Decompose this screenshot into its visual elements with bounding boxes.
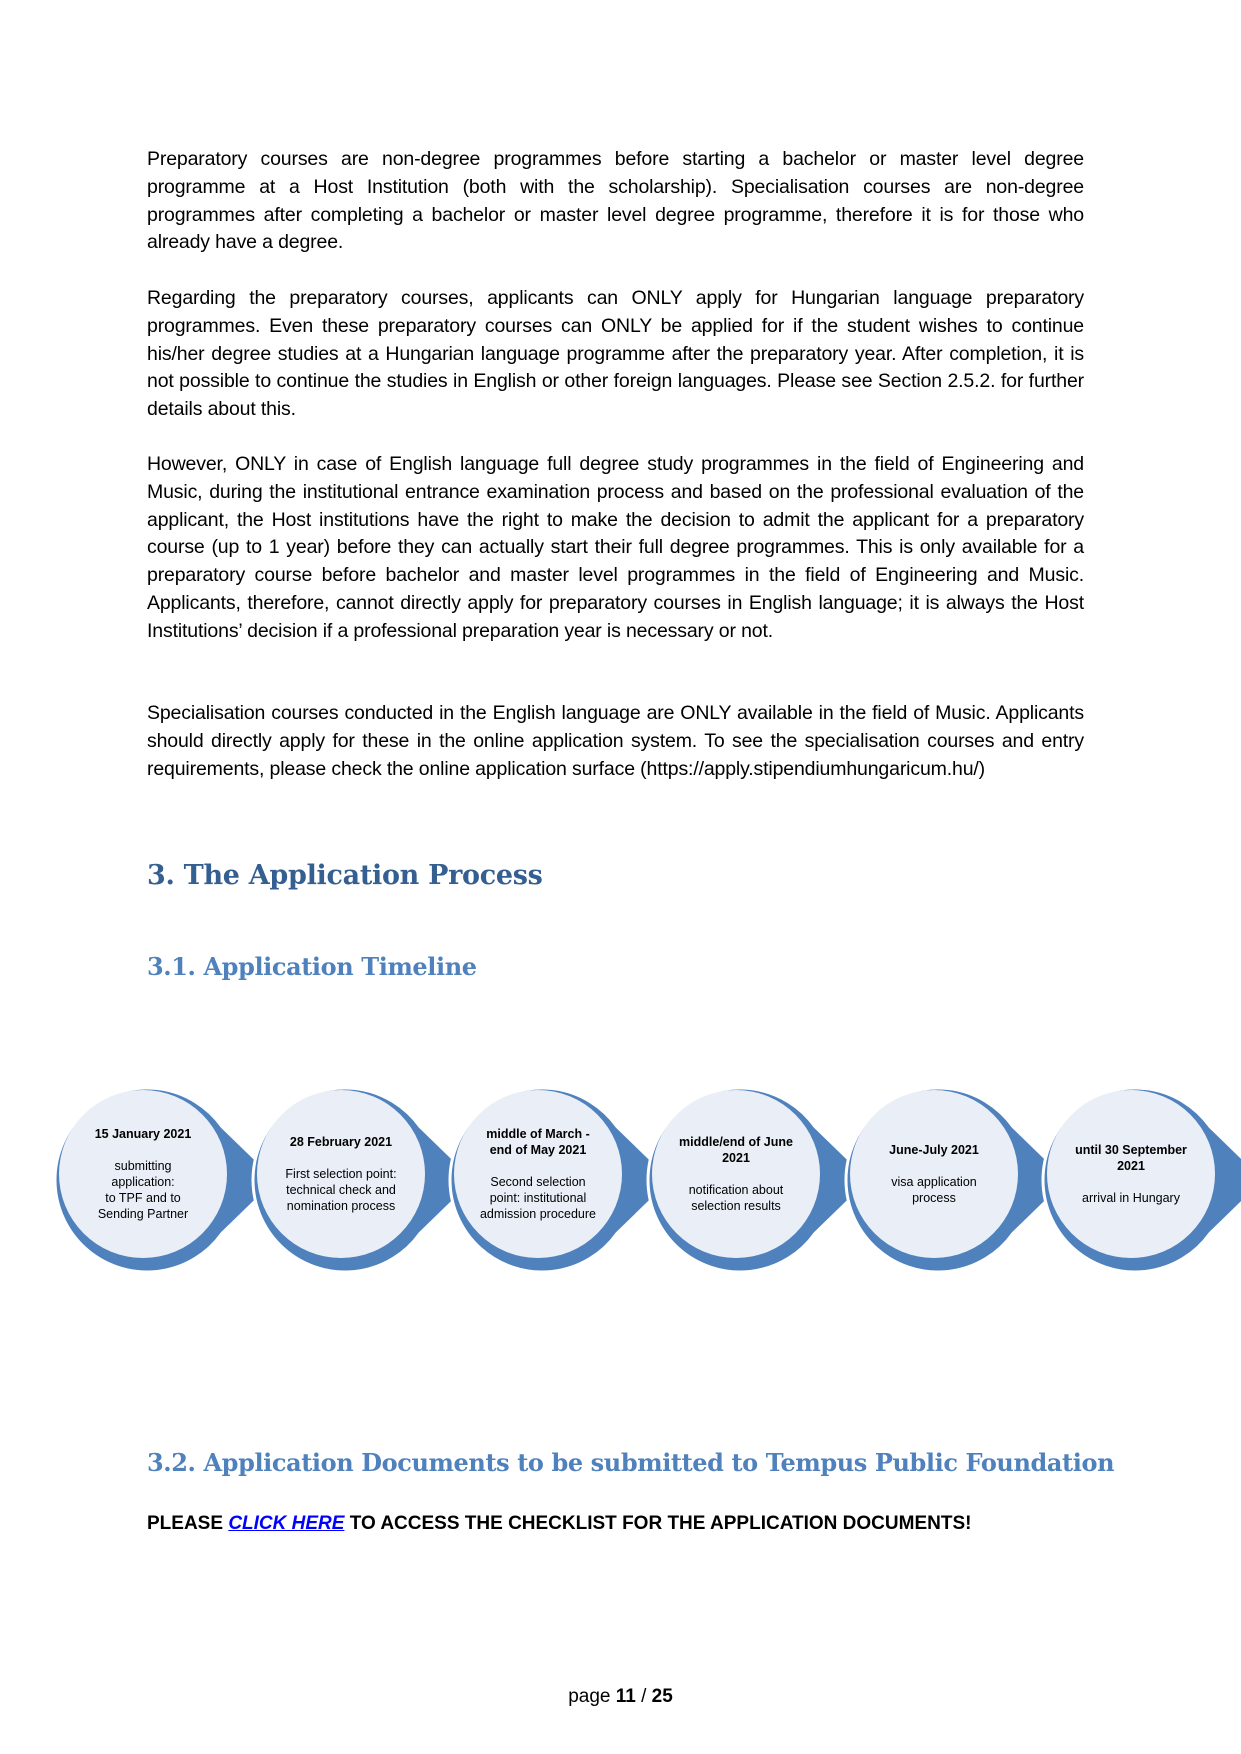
timeline-step — [55, 1088, 277, 1272]
timeline-date: 2021 — [722, 1151, 750, 1165]
timeline-description: arrival in Hungary — [1082, 1191, 1180, 1205]
timeline-circle — [1047, 1090, 1215, 1258]
timeline-description: Sending Partner — [97, 1207, 189, 1221]
timeline-circle — [652, 1090, 820, 1258]
timeline-description: process — [912, 1191, 956, 1205]
timeline-description: application: — [111, 1175, 175, 1189]
timeline-description: submitting — [114, 1159, 172, 1173]
timeline-description: First selection point: — [285, 1167, 397, 1181]
timeline-description: notification about — [688, 1183, 784, 1197]
checklist-suffix: TO ACCESS THE CHECKLIST FOR THE APPLICATION DOCUMENTS! — [344, 1513, 972, 1534]
paragraph-hungarian-preparatory: Regarding the preparatory courses, applicants can ONLY apply for Hungarian language preparatory programmes. Even these preparatory courses can ONLY be applied for if the student wishes to continue his/her degree studies at a Hungarian language programme after the preparatory year. After completion, it is not possible to continue the studies in English or other foreign languages. Please see Section 2.5.2. for further details about this. — [147, 287, 1084, 421]
paragraph-preparatory-definition: Preparatory courses are non-degree programmes before starting a bachelor or master level degree programme at a Host Institution (both with the scholarship). Specialisation courses are non-degree programmes after completing a bachelor or master level degree programme, therefore it is for those who already have a degree. — [147, 148, 1084, 254]
page-label: page — [568, 1686, 616, 1707]
page-separator: / — [635, 1686, 652, 1707]
timeline-step — [450, 1088, 672, 1272]
timeline-date: 15 January 2021 — [94, 1127, 192, 1141]
timeline-description: nomination process — [286, 1199, 396, 1213]
timeline-circle — [454, 1090, 622, 1258]
timeline-description: selection results — [691, 1199, 781, 1213]
timeline-date: until 30 September — [1075, 1143, 1187, 1157]
page-number — [0, 1686, 1241, 1708]
timeline-date: end of May 2021 — [489, 1143, 587, 1157]
timeline-description: technical check and — [286, 1183, 396, 1197]
timeline-description: admission procedure — [479, 1207, 597, 1221]
checklist-notice — [147, 1513, 971, 1535]
timeline-date: middle of March - — [486, 1127, 590, 1141]
timeline-date: June-July 2021 — [889, 1143, 979, 1157]
current-page: 11 — [615, 1686, 636, 1707]
timeline-description: Second selection — [490, 1175, 586, 1189]
paragraph-specialisation-courses: Specialisation courses conducted in the English language are ONLY available in the field of Music. Applicants should directly apply for these in the online application system. To see the specialisation courses and entry requirements, please check the online application surface (https://apply.stipendiumhungaricum.hu/) — [147, 702, 1084, 780]
subsection-heading-timeline: 3.1. Application Timeline — [147, 952, 477, 981]
total-pages: 25 — [651, 1686, 673, 1707]
timeline-description: point: institutional — [489, 1191, 587, 1205]
timeline-circle — [850, 1090, 1018, 1258]
paragraph-english-preparatory: However, ONLY in case of English language full degree study programmes in the field of Engineering and Music, during the institutional entrance examination process and based on the professional evaluation of the applicant, the Host institutions have the right to make the decision to admit the applicant for a preparatory course (up to 1 year) before they can actually start their full degree programmes. This is only available for a preparatory course before bachelor and master level programmes in the field of Engineering and Music. Applicants, therefore, cannot directly apply for preparatory courses in English language; it is always the Host Institutions’ decision if a professional preparation year is necessary or not. — [147, 453, 1084, 642]
timeline-step — [648, 1088, 870, 1272]
application-timeline — [0, 1060, 1241, 1300]
timeline-description: visa application — [891, 1175, 977, 1189]
timeline-date: 2021 — [1117, 1159, 1145, 1173]
checklist-prefix: PLEASE — [147, 1513, 229, 1534]
subsection-heading-documents: 3.2. Application Documents to be submitted to Tempus Public Foundation — [147, 1448, 1115, 1477]
timeline-step — [1043, 1088, 1241, 1272]
timeline-step — [253, 1088, 475, 1272]
click-here-link[interactable]: CLICK HERE — [228, 1513, 345, 1534]
timeline-description: to TPF and to — [105, 1191, 181, 1205]
timeline-date: middle/end of June — [679, 1135, 793, 1149]
section-heading: 3. The Application Process — [147, 860, 543, 891]
timeline-date: 28 February 2021 — [289, 1135, 393, 1149]
timeline-circle — [59, 1090, 227, 1258]
timeline-step — [846, 1088, 1068, 1272]
